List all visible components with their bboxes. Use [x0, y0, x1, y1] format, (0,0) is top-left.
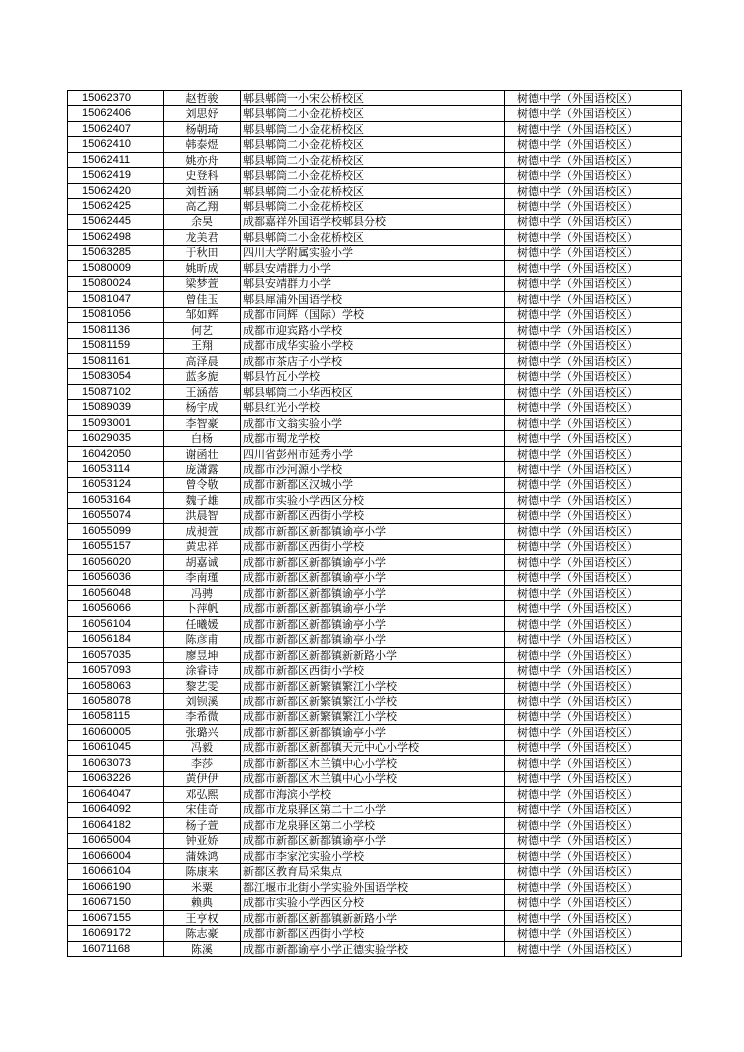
table-row — [68, 632, 682, 647]
student-id-cell: 15089039 — [68, 400, 164, 415]
student-name-cell: 张璐兴 — [164, 725, 241, 740]
student-name-cell: 庞潇露 — [164, 462, 241, 477]
admitted-school-cell: 树德中学（外国语校区） — [505, 787, 682, 802]
table-row — [68, 152, 682, 167]
admitted-school-cell: 树德中学（外国语校区） — [505, 818, 682, 833]
student-id-cell: 16064182 — [68, 818, 164, 833]
student-name-cell: 钟亚娇 — [164, 833, 241, 848]
student-name-cell: 李莎 — [164, 756, 241, 771]
admitted-school-cell: 树德中学（外国语校区） — [505, 230, 682, 245]
admitted-school-cell: 树德中学（外国语校区） — [505, 415, 682, 430]
student-name-cell: 余昊 — [164, 214, 241, 229]
primary-school-cell: 成都市新都区西街小学校 — [241, 508, 505, 523]
table-row — [68, 895, 682, 910]
student-name-cell: 黎艺雯 — [164, 678, 241, 693]
table-row — [68, 369, 682, 384]
primary-school-cell: 成都市茶店子小学校 — [241, 353, 505, 368]
primary-school-cell: 郫县郫筒二小金花桥校区 — [241, 121, 505, 136]
student-id-cell: 16067155 — [68, 910, 164, 925]
admitted-school-cell: 树德中学（外国语校区） — [505, 338, 682, 353]
table-row — [68, 818, 682, 833]
admitted-school-cell: 树德中学（外国语校区） — [505, 539, 682, 554]
primary-school-cell: 成都市新都区新都镇谕亭小学 — [241, 616, 505, 631]
admitted-school-cell: 树德中学（外国语校区） — [505, 137, 682, 152]
student-name-cell: 曾佳玉 — [164, 292, 241, 307]
student-id-cell: 16057093 — [68, 663, 164, 678]
table-row — [68, 740, 682, 755]
table-row — [68, 524, 682, 539]
table-row — [68, 431, 682, 446]
student-name-cell: 于秋田 — [164, 245, 241, 260]
student-id-cell: 16071168 — [68, 941, 164, 956]
primary-school-cell: 郫县红光小学校 — [241, 400, 505, 415]
student-name-cell: 陈志豪 — [164, 926, 241, 941]
table-row — [68, 833, 682, 848]
student-name-cell: 陈溪 — [164, 941, 241, 956]
admitted-school-cell: 树德中学（外国语校区） — [505, 555, 682, 570]
table-row — [68, 508, 682, 523]
student-id-cell: 15093001 — [68, 415, 164, 430]
student-name-cell: 邓弘熙 — [164, 787, 241, 802]
student-name-cell: 洪晨智 — [164, 508, 241, 523]
student-id-cell: 15062406 — [68, 106, 164, 121]
student-id-cell: 16060005 — [68, 725, 164, 740]
primary-school-cell: 成都市新都谕亭小学正德实验学校 — [241, 941, 505, 956]
admitted-school-cell: 树德中学（外国语校区） — [505, 879, 682, 894]
student-id-cell: 16067150 — [68, 895, 164, 910]
student-id-cell: 15062445 — [68, 214, 164, 229]
primary-school-cell: 成都市新都区新繁镇繁江小学校 — [241, 694, 505, 709]
student-name-cell: 陈彦甫 — [164, 632, 241, 647]
admitted-school-cell: 树德中学（外国语校区） — [505, 740, 682, 755]
admitted-school-cell: 树德中学（外国语校区） — [505, 524, 682, 539]
student-id-cell: 15081159 — [68, 338, 164, 353]
admitted-school-cell: 树德中学（外国语校区） — [505, 910, 682, 925]
table-row — [68, 323, 682, 338]
table-row — [68, 802, 682, 817]
student-name-cell: 黄伊伊 — [164, 771, 241, 786]
admitted-school-cell: 树德中学（外国语校区） — [505, 245, 682, 260]
table-row — [68, 694, 682, 709]
admitted-school-cell: 树德中学（外国语校区） — [505, 694, 682, 709]
table-row — [68, 292, 682, 307]
student-id-cell: 16056048 — [68, 586, 164, 601]
student-name-cell: 涂睿诗 — [164, 663, 241, 678]
primary-school-cell: 成都市新都区木兰镇中心小学校 — [241, 771, 505, 786]
admitted-school-cell: 树德中学（外国语校区） — [505, 400, 682, 415]
table-row — [68, 415, 682, 430]
admitted-school-cell: 树德中学（外国语校区） — [505, 570, 682, 585]
table-row — [68, 121, 682, 136]
admitted-school-cell: 树德中学（外国语校区） — [505, 121, 682, 136]
admitted-school-cell: 树德中学（外国语校区） — [505, 168, 682, 183]
primary-school-cell: 成都市新都区新都镇谕亭小学 — [241, 632, 505, 647]
student-id-cell: 15062425 — [68, 199, 164, 214]
student-id-cell: 16063073 — [68, 756, 164, 771]
student-id-cell: 16053114 — [68, 462, 164, 477]
table-row — [68, 245, 682, 260]
student-id-cell: 16056020 — [68, 555, 164, 570]
primary-school-cell: 成都市海滨小学校 — [241, 787, 505, 802]
student-id-cell: 16069172 — [68, 926, 164, 941]
student-id-cell: 16056066 — [68, 601, 164, 616]
student-id-cell: 16055157 — [68, 539, 164, 554]
student-name-cell: 王涵蓓 — [164, 384, 241, 399]
student-id-cell: 15080024 — [68, 276, 164, 291]
student-id-cell: 16056184 — [68, 632, 164, 647]
primary-school-cell: 成都市新都区汉城小学 — [241, 477, 505, 492]
primary-school-cell: 郫县安靖群力小学 — [241, 276, 505, 291]
primary-school-cell: 成都市新都区新都镇谕亭小学 — [241, 586, 505, 601]
primary-school-cell: 成都市新都区新都镇谕亭小学 — [241, 524, 505, 539]
student-name-cell: 刘哲涵 — [164, 183, 241, 198]
admitted-school-cell: 树德中学（外国语校区） — [505, 276, 682, 291]
table-row — [68, 384, 682, 399]
student-name-cell: 任曦媛 — [164, 616, 241, 631]
primary-school-cell: 郫县郫筒二小金花桥校区 — [241, 106, 505, 121]
admitted-school-cell: 树德中学（外国语校区） — [505, 616, 682, 631]
admitted-school-cell: 树德中学（外国语校区） — [505, 586, 682, 601]
admitted-school-cell: 树德中学（外国语校区） — [505, 678, 682, 693]
table-row — [68, 910, 682, 925]
primary-school-cell: 成都市新都区新繁镇繁江小学校 — [241, 678, 505, 693]
table-row — [68, 168, 682, 183]
student-name-cell: 韩泰煜 — [164, 137, 241, 152]
student-id-cell: 15062407 — [68, 121, 164, 136]
table-row — [68, 477, 682, 492]
admitted-school-cell: 树德中学（外国语校区） — [505, 183, 682, 198]
primary-school-cell: 郫县郫筒二小金花桥校区 — [241, 183, 505, 198]
table-row — [68, 276, 682, 291]
student-id-cell: 16056036 — [68, 570, 164, 585]
admitted-school-cell: 树德中学（外国语校区） — [505, 725, 682, 740]
student-name-cell: 宋佳奇 — [164, 802, 241, 817]
table-row — [68, 462, 682, 477]
primary-school-cell: 郫县郫筒二小金花桥校区 — [241, 230, 505, 245]
student-id-cell: 16055099 — [68, 524, 164, 539]
student-id-cell: 16066190 — [68, 879, 164, 894]
student-name-cell: 王亨权 — [164, 910, 241, 925]
student-id-cell: 15081047 — [68, 292, 164, 307]
table-row — [68, 647, 682, 662]
table-row — [68, 446, 682, 461]
student-name-cell: 胡嘉诚 — [164, 555, 241, 570]
student-name-cell: 米粟 — [164, 879, 241, 894]
primary-school-cell: 四川省彭州市延秀小学 — [241, 446, 505, 461]
admitted-school-cell: 树德中学（外国语校区） — [505, 106, 682, 121]
primary-school-cell: 成都嘉祥外国语学校郫县分校 — [241, 214, 505, 229]
primary-school-cell: 都江堰市北街小学实验外国语学校 — [241, 879, 505, 894]
student-name-cell: 杨子萱 — [164, 818, 241, 833]
primary-school-cell: 郫县郫筒二小金花桥校区 — [241, 168, 505, 183]
table-row — [68, 787, 682, 802]
student-name-cell: 龙美君 — [164, 230, 241, 245]
admitted-school-cell: 树德中学（外国语校区） — [505, 261, 682, 276]
table-row — [68, 725, 682, 740]
admitted-school-cell: 树德中学（外国语校区） — [505, 833, 682, 848]
student-id-cell: 16064092 — [68, 802, 164, 817]
student-name-cell: 杨朝琦 — [164, 121, 241, 136]
table-row — [68, 353, 682, 368]
student-name-cell: 史登科 — [164, 168, 241, 183]
student-id-cell: 15063285 — [68, 245, 164, 260]
student-id-cell: 15081056 — [68, 307, 164, 322]
student-id-cell: 15080009 — [68, 261, 164, 276]
primary-school-cell: 成都市蜀龙学校 — [241, 431, 505, 446]
student-name-cell: 何艺 — [164, 323, 241, 338]
admitted-school-cell: 树德中学（外国语校区） — [505, 323, 682, 338]
admitted-school-cell: 树德中学（外国语校区） — [505, 632, 682, 647]
student-name-cell: 成昶萱 — [164, 524, 241, 539]
student-id-cell: 16058115 — [68, 709, 164, 724]
table-row — [68, 616, 682, 631]
table-row — [68, 214, 682, 229]
primary-school-cell: 郫县犀浦外国语学校 — [241, 292, 505, 307]
admitted-school-cell: 树德中学（外国语校区） — [505, 663, 682, 678]
student-name-cell: 高泽晨 — [164, 353, 241, 368]
primary-school-cell: 成都市文翁实验小学 — [241, 415, 505, 430]
student-id-cell: 16029035 — [68, 431, 164, 446]
table-row — [68, 307, 682, 322]
primary-school-cell: 成都市新都区新繁镇繁江小学校 — [241, 709, 505, 724]
admitted-school-cell: 树德中学（外国语校区） — [505, 292, 682, 307]
student-name-cell: 陈康来 — [164, 864, 241, 879]
table-row — [68, 864, 682, 879]
table-row — [68, 261, 682, 276]
student-name-cell: 李希微 — [164, 709, 241, 724]
student-name-cell: 白杨 — [164, 431, 241, 446]
student-id-cell: 16066004 — [68, 848, 164, 863]
student-name-cell: 黄忠祥 — [164, 539, 241, 554]
student-id-cell: 15083054 — [68, 369, 164, 384]
primary-school-cell: 郫县郫筒二小金花桥校区 — [241, 137, 505, 152]
student-name-cell: 曾令敬 — [164, 477, 241, 492]
primary-school-cell: 成都市李家沱实验小学校 — [241, 848, 505, 863]
table-row — [68, 663, 682, 678]
primary-school-cell: 郫县安靖群力小学 — [241, 261, 505, 276]
table-row — [68, 941, 682, 956]
student-name-cell: 卜萍帆 — [164, 601, 241, 616]
table-row — [68, 601, 682, 616]
student-name-cell: 冯毅 — [164, 740, 241, 755]
table-row — [68, 199, 682, 214]
admitted-school-cell: 树德中学（外国语校区） — [505, 91, 682, 106]
student-name-cell: 蓝多旎 — [164, 369, 241, 384]
admitted-school-cell: 树德中学（外国语校区） — [505, 864, 682, 879]
table-row — [68, 106, 682, 121]
admitted-school-cell: 树德中学（外国语校区） — [505, 493, 682, 508]
table-row — [68, 400, 682, 415]
primary-school-cell: 郫县郫筒二小金花桥校区 — [241, 152, 505, 167]
admitted-school-cell: 树德中学（外国语校区） — [505, 771, 682, 786]
student-name-cell: 廖昱坤 — [164, 647, 241, 662]
admitted-school-cell: 树德中学（外国语校区） — [505, 647, 682, 662]
table-row — [68, 756, 682, 771]
primary-school-cell: 郫县郫筒二小金花桥校区 — [241, 199, 505, 214]
student-name-cell: 李南瑾 — [164, 570, 241, 585]
primary-school-cell: 成都市实验小学西区分校 — [241, 493, 505, 508]
table-row — [68, 338, 682, 353]
student-id-cell: 16058078 — [68, 694, 164, 709]
student-name-cell: 魏子雄 — [164, 493, 241, 508]
admitted-school-cell: 树德中学（外国语校区） — [505, 802, 682, 817]
student-name-cell: 杨宇成 — [164, 400, 241, 415]
student-id-cell: 16042050 — [68, 446, 164, 461]
table-row — [68, 586, 682, 601]
admitted-school-cell: 树德中学（外国语校区） — [505, 477, 682, 492]
admitted-school-cell: 树德中学（外国语校区） — [505, 353, 682, 368]
student-id-cell: 16058063 — [68, 678, 164, 693]
student-name-cell: 王翔 — [164, 338, 241, 353]
student-name-cell: 蒲姝鸿 — [164, 848, 241, 863]
admitted-school-cell: 树德中学（外国语校区） — [505, 152, 682, 167]
primary-school-cell: 成都市龙泉驿区第二小学校 — [241, 818, 505, 833]
primary-school-cell: 成都市新都区木兰镇中心小学校 — [241, 756, 505, 771]
admitted-school-cell: 树德中学（外国语校区） — [505, 709, 682, 724]
student-id-cell: 16066104 — [68, 864, 164, 879]
student-id-cell: 15062410 — [68, 137, 164, 152]
student-id-cell: 15062420 — [68, 183, 164, 198]
primary-school-cell: 成都市成华实验小学校 — [241, 338, 505, 353]
student-id-cell: 15062419 — [68, 168, 164, 183]
table-row — [68, 570, 682, 585]
table-row — [68, 230, 682, 245]
admitted-school-cell: 树德中学（外国语校区） — [505, 941, 682, 956]
primary-school-cell: 成都市新都区新都镇天元中心小学校 — [241, 740, 505, 755]
primary-school-cell: 成都市新都区新都镇新新路小学 — [241, 910, 505, 925]
student-id-cell: 16063226 — [68, 771, 164, 786]
student-id-cell: 16057035 — [68, 647, 164, 662]
student-name-cell: 冯骋 — [164, 586, 241, 601]
student-name-cell: 赵哲骏 — [164, 91, 241, 106]
student-name-cell: 刘钡溪 — [164, 694, 241, 709]
student-id-cell: 15087102 — [68, 384, 164, 399]
table-row — [68, 771, 682, 786]
primary-school-cell: 成都市新都区新都镇谕亭小学 — [241, 601, 505, 616]
student-name-cell: 梁梦萱 — [164, 276, 241, 291]
primary-school-cell: 成都市沙河源小学校 — [241, 462, 505, 477]
student-id-cell: 16053124 — [68, 477, 164, 492]
student-name-cell: 赖典 — [164, 895, 241, 910]
primary-school-cell: 郫县郫筒一小宋公桥校区 — [241, 91, 505, 106]
primary-school-cell: 成都市龙泉驿区第二十二小学 — [241, 802, 505, 817]
student-name-cell: 刘思妤 — [164, 106, 241, 121]
table-row — [68, 879, 682, 894]
admitted-school-cell: 树德中学（外国语校区） — [505, 446, 682, 461]
student-id-cell: 15062411 — [68, 152, 164, 167]
student-name-cell: 姚亦舟 — [164, 152, 241, 167]
student-id-cell: 15081161 — [68, 353, 164, 368]
primary-school-cell: 四川大学附属实验小学 — [241, 245, 505, 260]
admitted-school-cell: 树德中学（外国语校区） — [505, 369, 682, 384]
table-row — [68, 555, 682, 570]
primary-school-cell: 成都市同辉（国际）学校 — [241, 307, 505, 322]
student-id-cell: 16061045 — [68, 740, 164, 755]
table-row — [68, 183, 682, 198]
admitted-school-cell: 树德中学（外国语校区） — [505, 462, 682, 477]
student-id-cell: 15062370 — [68, 91, 164, 106]
primary-school-cell: 成都市新都区新都镇谕亭小学 — [241, 570, 505, 585]
primary-school-cell: 成都市新都区西街小学校 — [241, 926, 505, 941]
primary-school-cell: 成都市迎宾路小学校 — [241, 323, 505, 338]
student-id-cell: 16053164 — [68, 493, 164, 508]
admitted-school-cell: 树德中学（外国语校区） — [505, 601, 682, 616]
table-row — [68, 91, 682, 106]
table-row — [68, 539, 682, 554]
table-row — [68, 848, 682, 863]
table-row — [68, 709, 682, 724]
student-id-cell: 15062498 — [68, 230, 164, 245]
student-id-cell: 15081136 — [68, 323, 164, 338]
student-id-cell: 16056104 — [68, 616, 164, 631]
roster-body — [68, 91, 682, 957]
admitted-school-cell: 树德中学（外国语校区） — [505, 384, 682, 399]
student-name-cell: 姚昕成 — [164, 261, 241, 276]
table-row — [68, 493, 682, 508]
admitted-school-cell: 树德中学（外国语校区） — [505, 508, 682, 523]
student-id-cell: 16055074 — [68, 508, 164, 523]
admitted-school-cell: 树德中学（外国语校区） — [505, 756, 682, 771]
primary-school-cell: 成都市新都区西街小学校 — [241, 663, 505, 678]
admitted-school-cell: 树德中学（外国语校区） — [505, 199, 682, 214]
primary-school-cell: 郫县竹瓦小学校 — [241, 369, 505, 384]
primary-school-cell: 成都市新都区新都镇谕亭小学 — [241, 725, 505, 740]
student-id-cell: 16065004 — [68, 833, 164, 848]
table-row — [68, 678, 682, 693]
student-name-cell: 高乙翔 — [164, 199, 241, 214]
primary-school-cell: 成都市新都区新都镇谕亭小学 — [241, 833, 505, 848]
student-name-cell: 李智豪 — [164, 415, 241, 430]
admission-roster-table — [67, 90, 682, 957]
admitted-school-cell: 树德中学（外国语校区） — [505, 431, 682, 446]
admitted-school-cell: 树德中学（外国语校区） — [505, 895, 682, 910]
primary-school-cell: 成都市新都区新都镇新新路小学 — [241, 647, 505, 662]
primary-school-cell: 成都市实验小学西区分校 — [241, 895, 505, 910]
primary-school-cell: 成都市新都区新都镇谕亭小学 — [241, 555, 505, 570]
admitted-school-cell: 树德中学（外国语校区） — [505, 307, 682, 322]
student-id-cell: 16064047 — [68, 787, 164, 802]
admitted-school-cell: 树德中学（外国语校区） — [505, 214, 682, 229]
student-name-cell: 邹如辉 — [164, 307, 241, 322]
student-name-cell: 谢函壮 — [164, 446, 241, 461]
admitted-school-cell: 树德中学（外国语校区） — [505, 926, 682, 941]
primary-school-cell: 郫县郫筒二小华西校区 — [241, 384, 505, 399]
primary-school-cell: 成都市新都区西街小学校 — [241, 539, 505, 554]
primary-school-cell: 新都区教育局采集点 — [241, 864, 505, 879]
table-row — [68, 926, 682, 941]
admitted-school-cell: 树德中学（外国语校区） — [505, 848, 682, 863]
table-row — [68, 137, 682, 152]
